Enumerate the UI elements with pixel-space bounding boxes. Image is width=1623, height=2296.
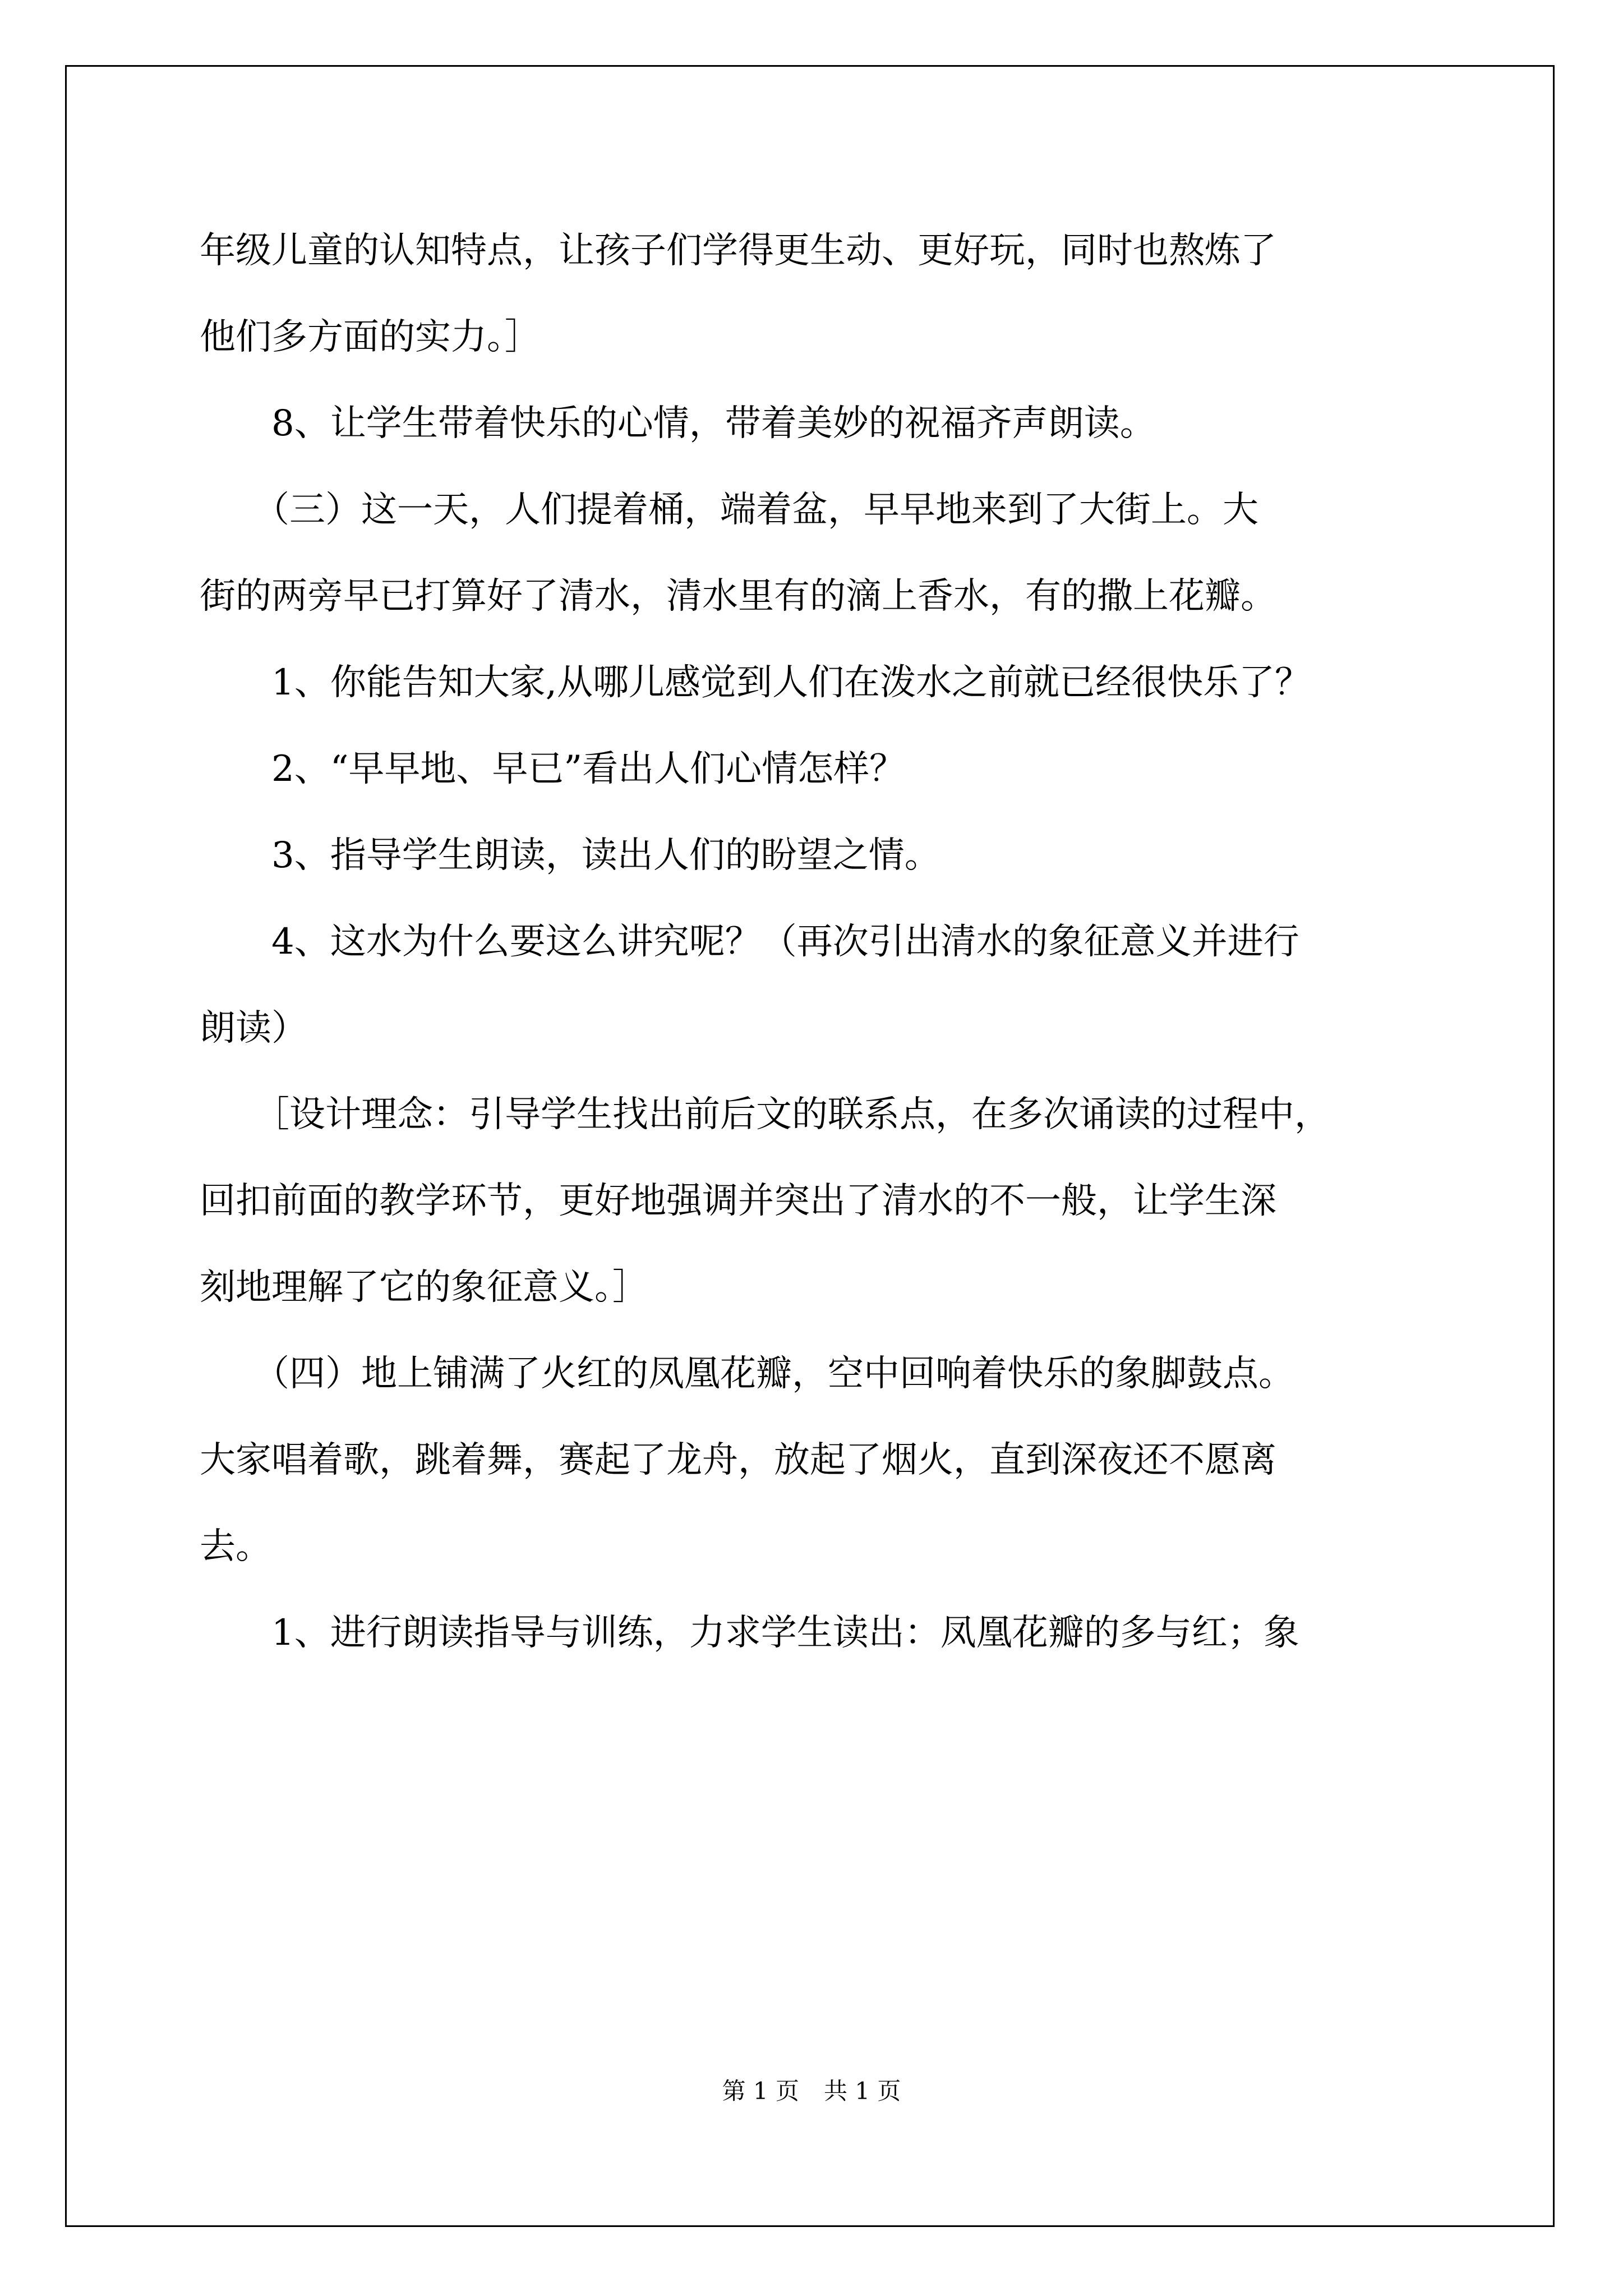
page-footer: [0, 2073, 1623, 2106]
text-line: 4、这水为什么要这么讲究呢？（再次引出清水的象征意义并进行: [200, 921, 1299, 963]
text-line: （三）这一天，人们提着桶，端着盆，早早地来到了大街上。大: [200, 489, 1258, 531]
text-line: ［设计理念：引导学生找出前后文的联系点，在多次诵读的过程中，: [200, 1094, 1330, 1135]
text-line: 年级儿童的认知特点，让孩子们学得更生动、更好玩，同时也熬炼了: [200, 230, 1276, 272]
text-line: 去。: [200, 1526, 271, 1567]
page-number: 第 1 页: [722, 2077, 799, 2105]
text-line: 回扣前面的教学环节，更好地强调并突出了清水的不一般，让学生深: [200, 1180, 1276, 1222]
text-line: 1、你能告知大家,从哪儿感觉到人们在泼水之前就已经很快乐了？: [200, 662, 1311, 703]
text-line: 大家唱着歌，跳着舞，赛起了龙舟，放起了烟火，直到深夜还不愿离: [200, 1439, 1276, 1481]
text-line: 1、进行朗读指导与训练，力求学生读出：凤凰花瓣的多与红；象: [200, 1612, 1299, 1654]
page-total: 共 1 页: [824, 2077, 901, 2105]
text-line: 2、“早早地、早已”看出人们心情怎样？: [200, 748, 906, 790]
text-line: 街的两旁早已打算好了清水，清水里有的滴上香水，有的撒上花瓣。: [200, 576, 1276, 617]
text-line: 3、指导学生朗读，读出人们的盼望之情。: [200, 835, 940, 876]
text-line: （四）地上铺满了火红的凤凰花瓣，空中回响着快乐的象脚鼓点。: [200, 1353, 1294, 1395]
document-body: [200, 208, 1422, 1676]
text-line: 朗读）: [200, 1007, 307, 1049]
text-line: 他们多方面的实力。］: [200, 316, 541, 358]
text-line: 8、让学生带着快乐的心情，带着美妙的祝福齐声朗读。: [200, 403, 1156, 444]
text-line: 刻地理解了它的象征意义。］: [200, 1267, 648, 1308]
